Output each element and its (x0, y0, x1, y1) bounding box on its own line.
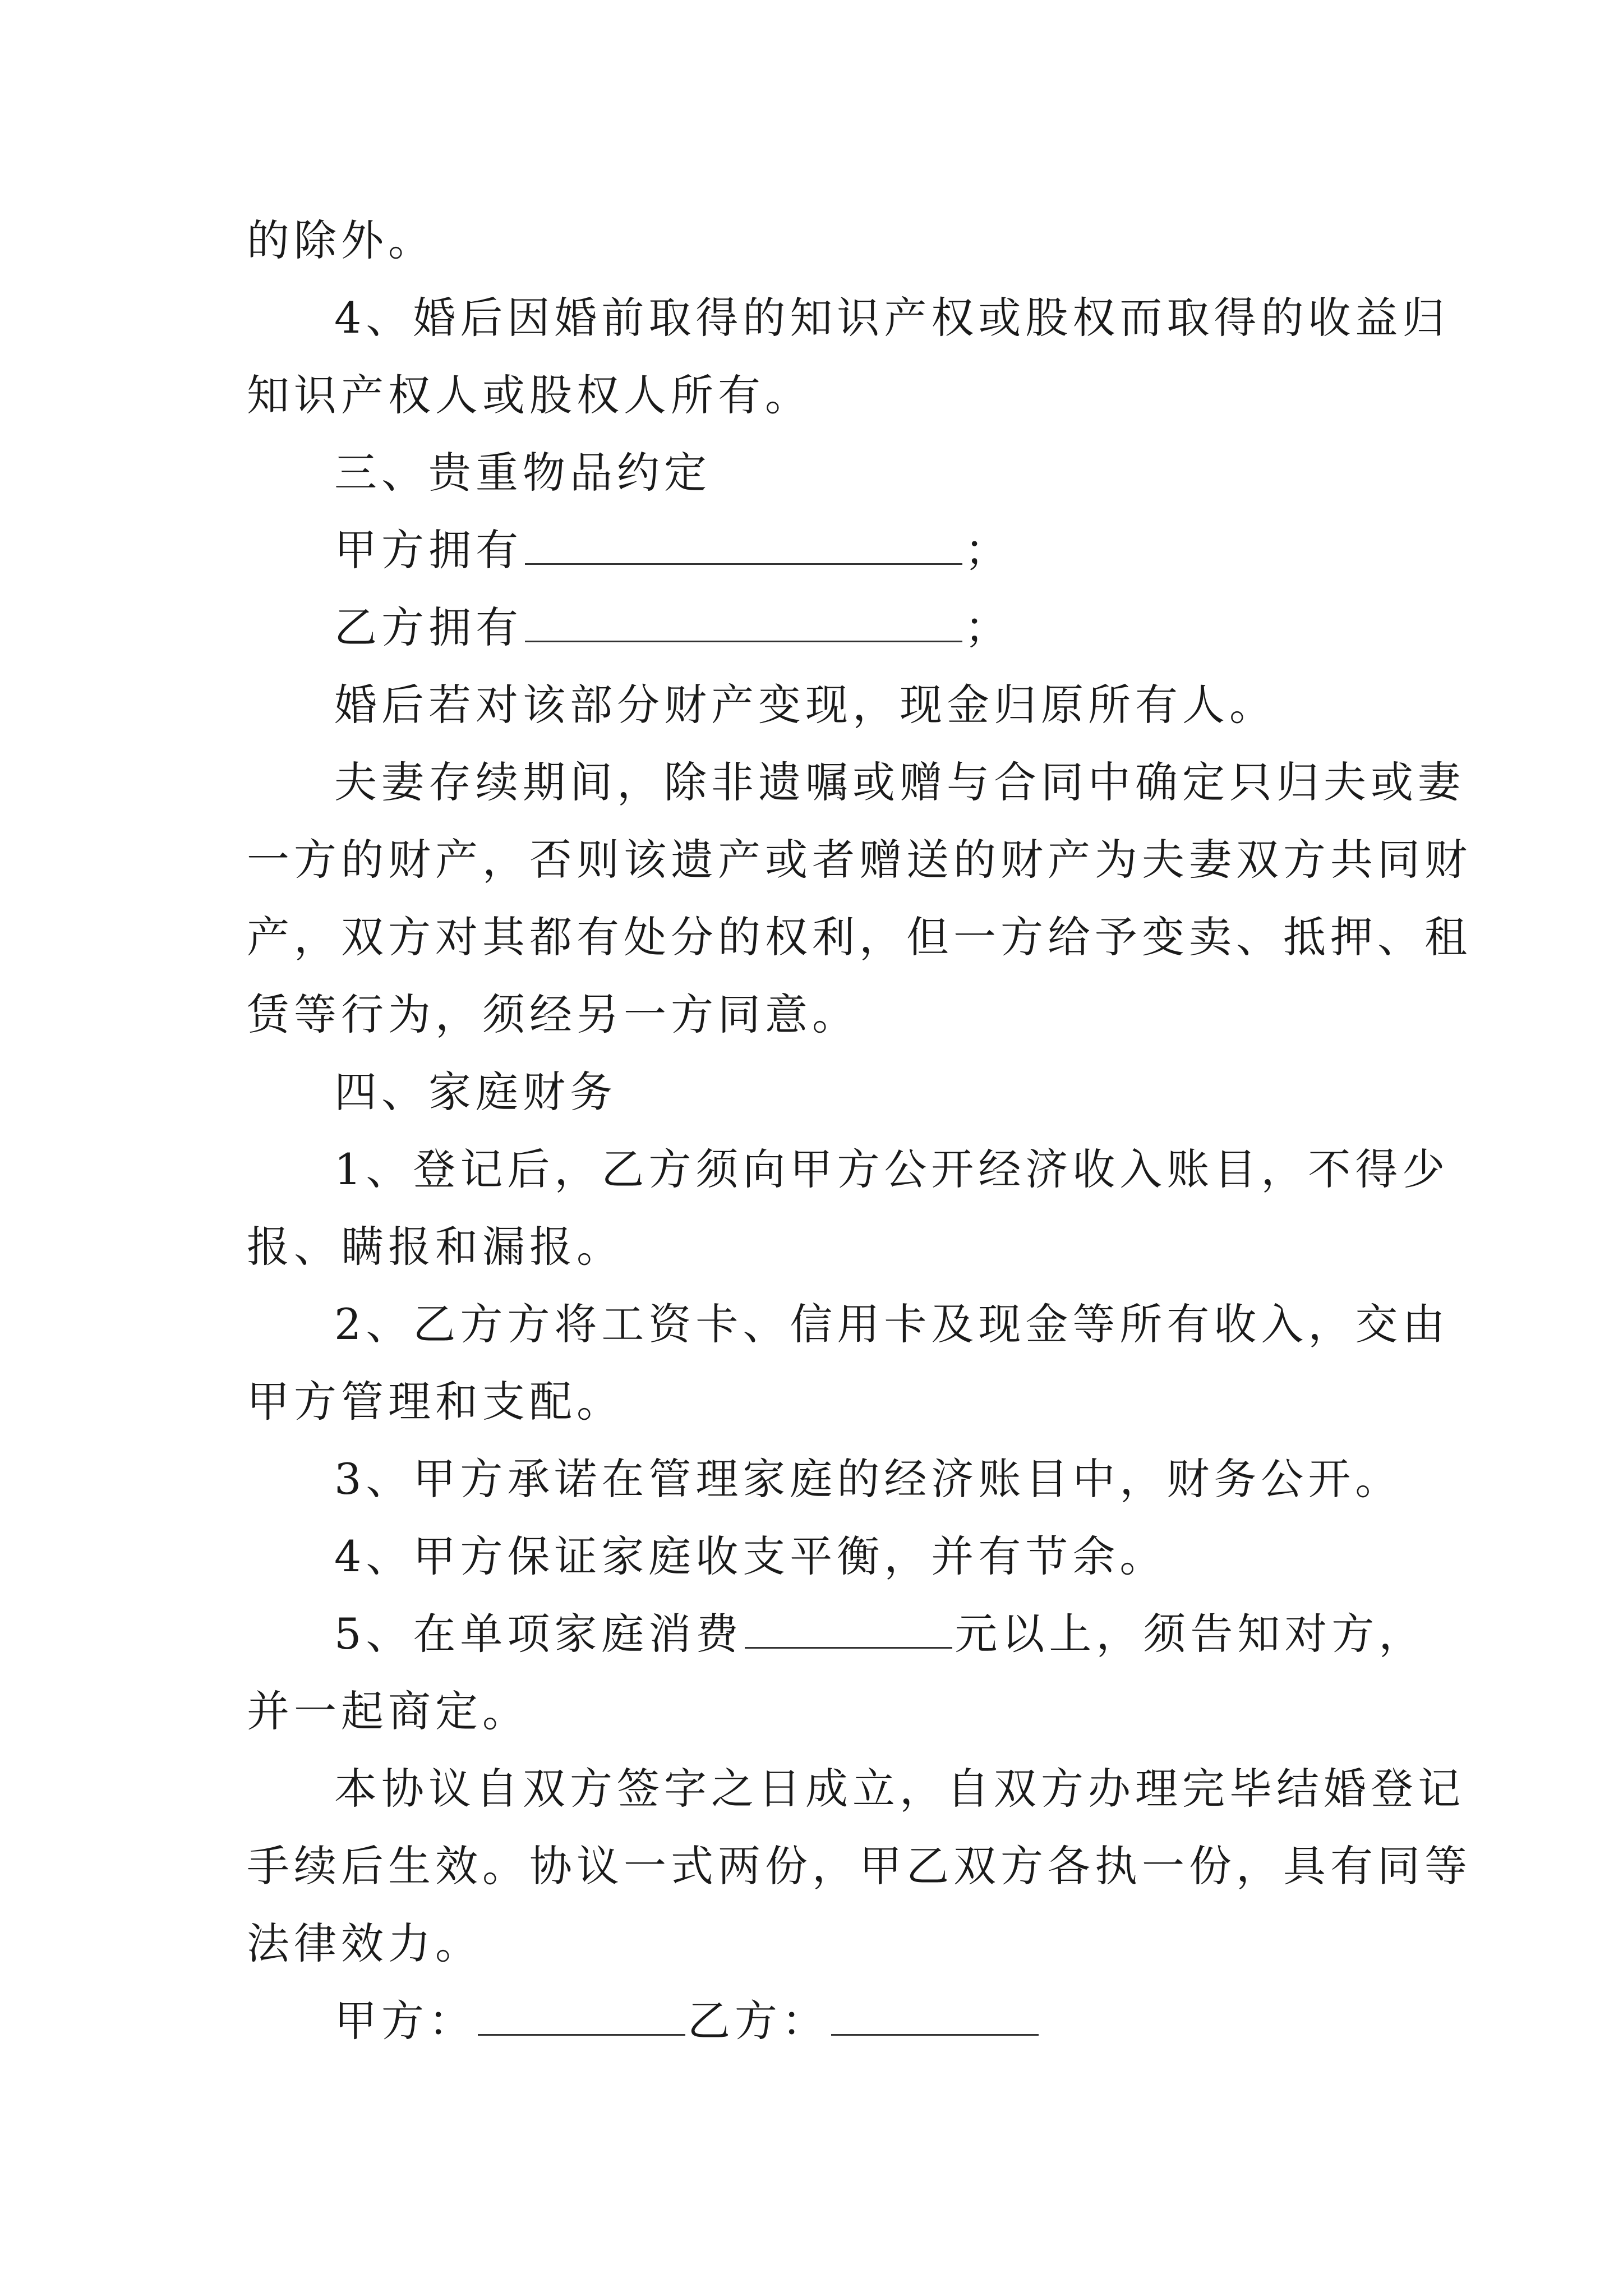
spending-limit-line (247, 1595, 1426, 1673)
paragraph-line: 一方的财产，否则该遗产或者赠送的财产为夫妻双方共同财 (247, 835, 1472, 885)
section-heading: 三、贵重物品约定 (334, 448, 711, 498)
clause-line: 2、乙方方将工资卡、信用卡及现金等所有收入，交由 (334, 1299, 1450, 1349)
paragraph-line: 赁等行为，须经另一方同意。 (247, 990, 859, 1039)
valuables-party-a-blank[interactable] (525, 527, 962, 565)
clause-line: 并一起商定。 (247, 1686, 529, 1736)
spending-limit-suffix: 元以上，须告知对方， (955, 1609, 1426, 1659)
paragraph-line: 本协议自双方签字之日成立，自双方办理完毕结婚登记 (334, 1764, 1465, 1814)
signature-party-b-blank[interactable] (831, 1998, 1039, 2036)
punctuation: ； (965, 525, 1012, 575)
spending-limit-blank[interactable] (745, 1611, 952, 1649)
paragraph-line: 法律效力。 (247, 1918, 482, 1968)
section-heading: 四、家庭财务 (334, 1067, 617, 1117)
paragraph-line: 产，双方对其都有处分的权利，但一方给予变卖、抵押、租 (247, 912, 1472, 962)
document-body (247, 202, 1472, 2060)
clause-line: 甲方管理和支配。 (247, 1377, 624, 1427)
clause-line: 报、瞒报和漏报。 (247, 1222, 624, 1272)
valuables-party-a-line (247, 512, 1391, 589)
paragraph-line: 手续后生效。协议一式两份，甲乙双方各执一份，具有同等 (247, 1841, 1472, 1891)
clause-line: 4、婚后因婚前取得的知识产权或股权而取得的收益归 (334, 293, 1450, 343)
clause-line: 1、登记后，乙方须向甲方公开经济收入账目，不得少 (334, 1144, 1450, 1194)
valuables-party-a-label: 甲方拥有 (334, 525, 523, 575)
paragraph-line: 夫妻存续期间，除非遗嘱或赠与合同中确定只归夫或妻 (334, 757, 1465, 807)
paragraph-line: 婚后若对该部分财产变现，现金归原所有人。 (334, 680, 1276, 730)
clause-line: 3、甲方承诺在管理家庭的经济账目中，财务公开。 (334, 1454, 1403, 1504)
signature-party-a-blank[interactable] (478, 1998, 685, 2036)
clause-line: 知识产权人或股权人所有。 (247, 370, 812, 420)
valuables-party-b-blank[interactable] (525, 605, 962, 642)
valuables-party-b-line (247, 589, 1391, 666)
signature-party-a-label: 甲方： (334, 1996, 476, 2046)
paragraph-line: 的除外。 (247, 215, 435, 265)
clause-line: 4、甲方保证家庭收支平衡，并有节余。 (334, 1531, 1167, 1581)
spending-limit-label: 5、在单项家庭消费 (334, 1609, 743, 1659)
signature-party-b-label: 乙方： (688, 1996, 829, 2046)
valuables-party-b-label: 乙方拥有 (334, 602, 523, 652)
punctuation: ； (965, 602, 1012, 652)
signature-line (247, 1982, 1391, 2060)
